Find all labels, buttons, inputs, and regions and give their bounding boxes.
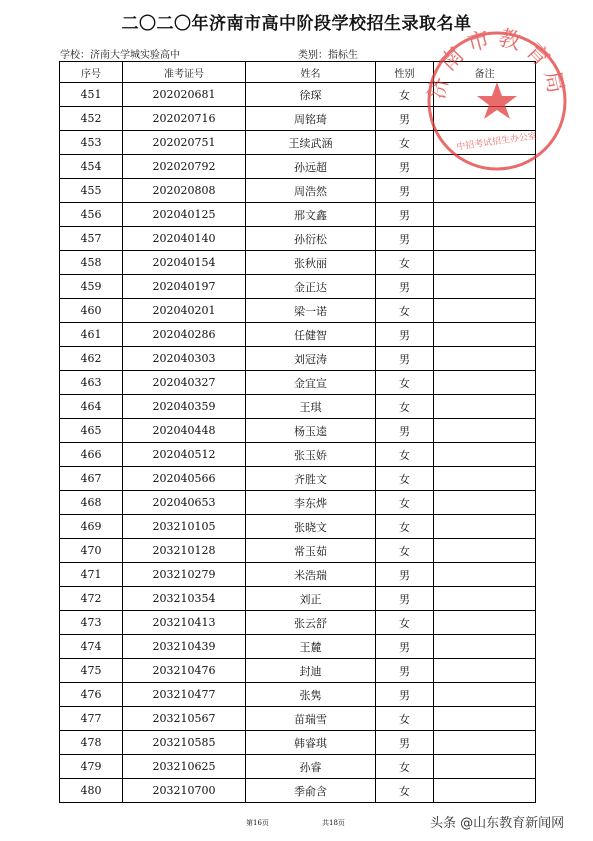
cell-index: 478 [60,731,123,755]
cell-gender: 女 [376,299,434,323]
table-row [60,131,536,155]
cell-name: 米浩瑞 [246,563,376,587]
table-row [60,443,536,467]
cell-index: 471 [60,563,123,587]
cell-index: 460 [60,299,123,323]
table-row [60,155,536,179]
cell-exam-id: 202040327 [123,371,246,395]
cell-index: 466 [60,443,123,467]
cell-exam-id: 202040154 [123,251,246,275]
cell-remark [434,467,536,491]
cell-index: 463 [60,371,123,395]
cell-gender: 男 [376,179,434,203]
cell-remark [434,347,536,371]
cell-name: 封迪 [246,659,376,683]
cell-exam-id: 202020751 [123,131,246,155]
cell-exam-id: 202040448 [123,419,246,443]
category-label: 类别：指标生 [298,50,358,61]
cell-index: 452 [60,107,123,131]
cell-name: 任健智 [246,323,376,347]
cell-remark [434,371,536,395]
cell-index: 479 [60,755,123,779]
cell-gender: 男 [376,635,434,659]
cell-gender: 女 [376,707,434,731]
cell-remark [434,779,536,803]
svg-text:济南市教育局: 济南市教育局 [424,26,570,102]
cell-gender: 女 [376,491,434,515]
table-row [60,587,536,611]
cell-remark [434,635,536,659]
table-row [60,707,536,731]
cell-index: 472 [60,587,123,611]
cell-gender: 女 [376,83,434,107]
cell-exam-id: 203210625 [123,755,246,779]
table-row [60,179,536,203]
cell-name: 刘正 [246,587,376,611]
cell-gender: 男 [376,107,434,131]
cell-name: 刘冠涛 [246,347,376,371]
cell-index: 455 [60,179,123,203]
cell-name: 张隽 [246,683,376,707]
cell-gender: 女 [376,515,434,539]
cell-exam-id: 203210439 [123,635,246,659]
cell-remark [434,395,536,419]
table-row [60,83,536,107]
cell-name: 金宜宣 [246,371,376,395]
table-row [60,515,536,539]
cell-name: 季俞含 [246,779,376,803]
cell-gender: 男 [376,155,434,179]
table-row [60,251,536,275]
table-row [60,419,536,443]
table-row [60,611,536,635]
cell-name: 周浩然 [246,179,376,203]
cell-name: 王麓 [246,635,376,659]
cell-index: 467 [60,467,123,491]
cell-remark [434,563,536,587]
cell-remark [434,683,536,707]
table-row [60,683,536,707]
cell-index: 453 [60,131,123,155]
cell-name: 张秋丽 [246,251,376,275]
cell-name: 常玉茹 [246,539,376,563]
column-header-remark: 备注 [434,62,536,83]
cell-remark [434,515,536,539]
cell-name: 苗瑞雪 [246,707,376,731]
school-label: 学校：济南大学城实验高中 [60,50,180,61]
table-row [60,371,536,395]
cell-exam-id: 202040359 [123,395,246,419]
cell-remark [434,755,536,779]
cell-remark [434,491,536,515]
cell-index: 451 [60,83,123,107]
cell-exam-id: 202040140 [123,227,246,251]
cell-name: 张云舒 [246,611,376,635]
cell-gender: 男 [376,203,434,227]
table-row [60,731,536,755]
cell-name: 梁一诺 [246,299,376,323]
cell-remark [434,179,536,203]
column-header-index: 序号 [60,62,123,83]
cell-gender: 男 [376,563,434,587]
cell-gender: 女 [376,131,434,155]
table-row [60,107,536,131]
cell-index: 464 [60,395,123,419]
cell-remark [434,131,536,155]
cell-gender: 男 [376,659,434,683]
cell-gender: 女 [376,443,434,467]
cell-index: 468 [60,491,123,515]
cell-remark [434,83,536,107]
cell-exam-id: 203210279 [123,563,246,587]
cell-remark [434,299,536,323]
cell-index: 480 [60,779,123,803]
table-row [60,491,536,515]
cell-gender: 女 [376,251,434,275]
cell-exam-id: 203210354 [123,587,246,611]
table-row [60,323,536,347]
cell-gender: 男 [376,731,434,755]
cell-exam-id: 202020716 [123,107,246,131]
page-number: 第16页 [246,819,269,827]
cell-exam-id: 202040125 [123,203,246,227]
table-row [60,395,536,419]
table-row [60,779,536,803]
table-row [60,467,536,491]
cell-name: 周铭琦 [246,107,376,131]
cell-index: 458 [60,251,123,275]
cell-remark [434,251,536,275]
cell-remark [434,323,536,347]
cell-name: 徐琛 [246,83,376,107]
column-header-name: 姓名 [246,62,376,83]
cell-gender: 女 [376,395,434,419]
cell-remark [434,443,536,467]
cell-name: 齐胜文 [246,467,376,491]
cell-gender: 女 [376,611,434,635]
admission-table [59,61,536,803]
cell-gender: 男 [376,683,434,707]
cell-name: 杨玉逵 [246,419,376,443]
cell-index: 456 [60,203,123,227]
cell-gender: 女 [376,467,434,491]
table-row [60,635,536,659]
table-row [60,347,536,371]
cell-remark [434,203,536,227]
cell-index: 477 [60,707,123,731]
cell-gender: 男 [376,227,434,251]
cell-gender: 女 [376,755,434,779]
cell-gender: 男 [376,347,434,371]
table-row [60,203,536,227]
cell-index: 454 [60,155,123,179]
cell-remark [434,707,536,731]
cell-exam-id: 202040201 [123,299,246,323]
table-row [60,539,536,563]
cell-exam-id: 202020808 [123,179,246,203]
cell-exam-id: 203210477 [123,683,246,707]
cell-index: 459 [60,275,123,299]
cell-remark [434,731,536,755]
svg-text:中招考试招生办公室: 中招考试招生办公室 [455,131,538,153]
cell-exam-id: 202040653 [123,491,246,515]
cell-exam-id: 202040303 [123,347,246,371]
cell-gender: 女 [376,539,434,563]
table-row [60,755,536,779]
cell-remark [434,419,536,443]
cell-name: 韩睿琪 [246,731,376,755]
table-row [60,563,536,587]
cell-remark [434,539,536,563]
cell-gender: 女 [376,371,434,395]
cell-index: 470 [60,539,123,563]
cell-name: 孙衍松 [246,227,376,251]
cell-remark [434,107,536,131]
cell-name: 张玉娇 [246,443,376,467]
cell-index: 473 [60,611,123,635]
cell-index: 475 [60,659,123,683]
cell-gender: 女 [376,779,434,803]
cell-remark [434,155,536,179]
cell-name: 王续武涵 [246,131,376,155]
cell-exam-id: 202040512 [123,443,246,467]
cell-gender: 男 [376,419,434,443]
cell-gender: 男 [376,323,434,347]
cell-remark [434,611,536,635]
cell-name: 王琪 [246,395,376,419]
cell-exam-id: 202040566 [123,467,246,491]
cell-name: 邢文鑫 [246,203,376,227]
cell-exam-id: 202040286 [123,323,246,347]
page-total: 共18页 [322,819,345,827]
cell-index: 469 [60,515,123,539]
cell-exam-id: 203210476 [123,659,246,683]
cell-index: 457 [60,227,123,251]
cell-gender: 男 [376,587,434,611]
table-body [60,83,536,803]
table-row [60,659,536,683]
cell-exam-id: 203210700 [123,779,246,803]
cell-remark [434,587,536,611]
cell-index: 462 [60,347,123,371]
cell-remark [434,275,536,299]
table-row [60,227,536,251]
cell-exam-id: 203210128 [123,539,246,563]
cell-index: 461 [60,323,123,347]
cell-gender: 男 [376,275,434,299]
cell-name: 孙睿 [246,755,376,779]
cell-index: 465 [60,419,123,443]
source-watermark: 头条 @山东教育新闻网 [430,816,565,831]
column-header-gender: 性别 [376,62,434,83]
cell-exam-id: 202020681 [123,83,246,107]
column-header-exam-id: 准考证号 [123,62,246,83]
cell-exam-id: 203210105 [123,515,246,539]
cell-exam-id: 203210585 [123,731,246,755]
cell-exam-id: 203210413 [123,611,246,635]
document-title: 二〇二〇年济南市高中阶段学校招生录取名单 [121,14,472,34]
cell-exam-id: 202020792 [123,155,246,179]
table-row [60,275,536,299]
cell-name: 张晓文 [246,515,376,539]
cell-index: 474 [60,635,123,659]
cell-remark [434,227,536,251]
table-row [60,299,536,323]
cell-remark [434,659,536,683]
cell-exam-id: 202040197 [123,275,246,299]
table-header-row [60,62,536,83]
cell-name: 孙远超 [246,155,376,179]
cell-index: 476 [60,683,123,707]
cell-name: 金正达 [246,275,376,299]
cell-exam-id: 203210567 [123,707,246,731]
cell-name: 李东烨 [246,491,376,515]
